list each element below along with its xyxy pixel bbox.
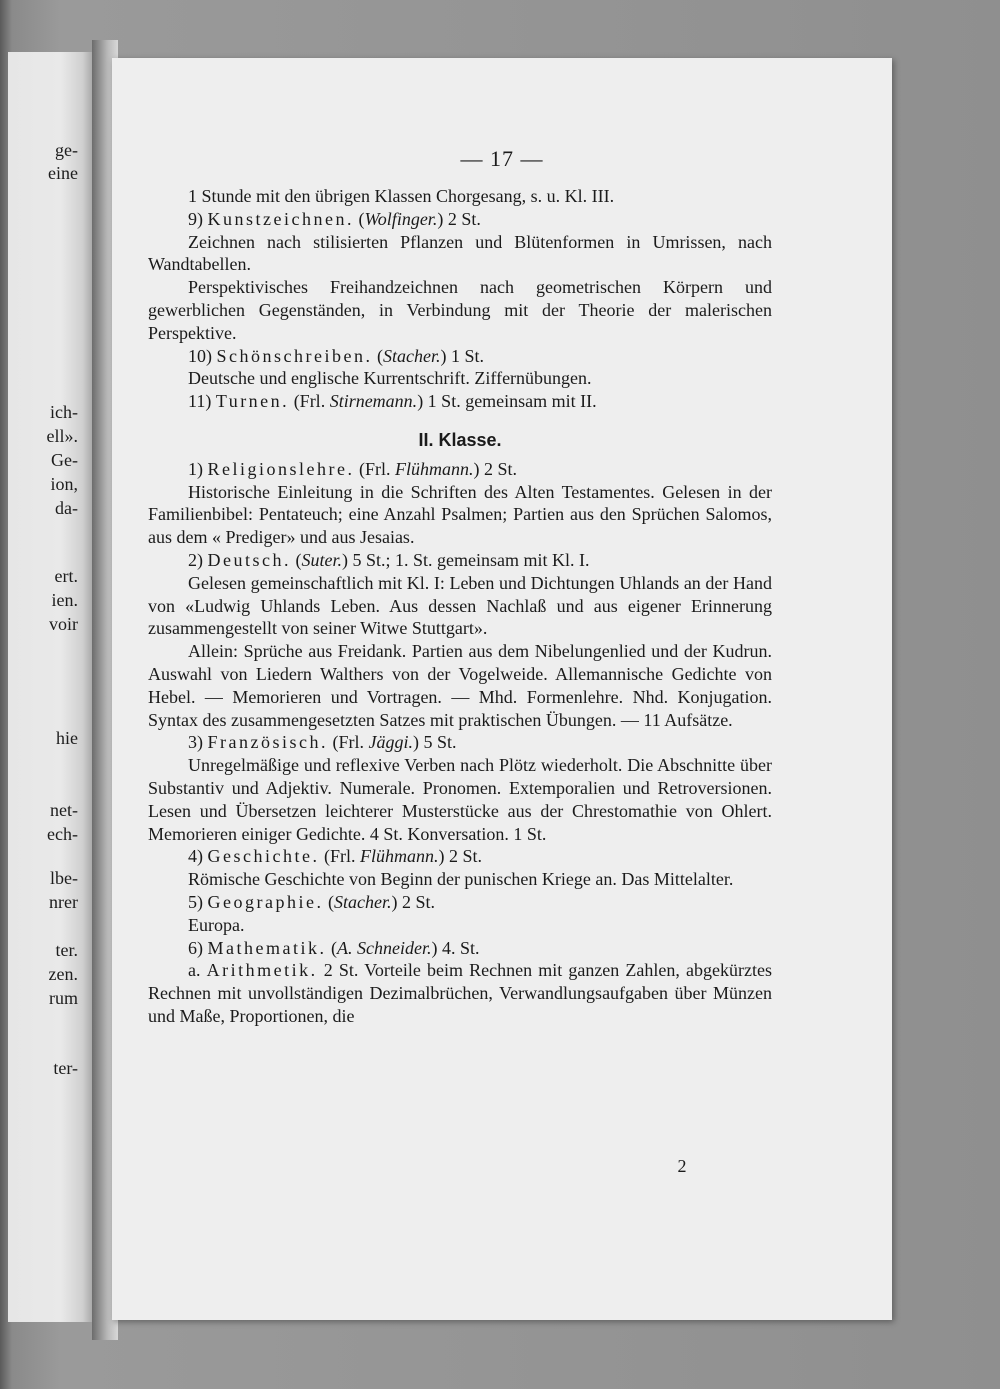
teacher-name: A. Schneider.: [336, 937, 432, 958]
subject-title: Mathematik.: [207, 937, 327, 958]
subject-hours: 4. St.: [437, 937, 480, 958]
subject-line: 10) Schönschreiben. (Stacher.) 1 St.: [188, 345, 484, 366]
teacher-prefix: (Frl.: [354, 458, 395, 479]
subject-line: [148, 731, 772, 754]
subject-number: 4): [188, 846, 208, 867]
paragraph: Unregelmäßige und reflexive Verben nach Plötz wiederholt. Die Abschnitte über Substantiv und Adjektiv. Numerale. Pronomen. Extemporalien und Retroversionen. Lesen und Übersetzen leichterer Musterstücke aus der Chrestomathie von Ohlert. Memorieren einiger Gedichte. 4 St. Konversation. 1 St.: [148, 755, 772, 844]
teacher-prefix: (Frl.: [289, 391, 330, 412]
paragraph: Zeichnen nach stilisierten Pflanzen und Blütenformen in Umrissen, nach Wandtabellen.: [148, 231, 772, 275]
subject-line: 2) Deutsch. (Suter.) 5 St.; 1. St. gemeinsam mit Kl. I.: [188, 549, 590, 570]
section-heading: II. Klasse.: [418, 429, 502, 450]
subject-title: Geographie.: [207, 891, 324, 912]
subject-number: 11): [188, 391, 216, 412]
paragraph: Historische Einleitung in die Schriften des Alten Testamentes. Gelesen in der Familienbibel: Pentateuch; eine Anzahl Psalmen; Partien aus den Sprüchen Salomos, aus dem « Prediger» und aus Jesaias.: [148, 481, 772, 548]
subject-line: [148, 458, 772, 481]
subject-hours: ) 5 St.: [412, 732, 457, 753]
left-page-fragment: Ge-: [51, 450, 78, 470]
teacher-name: Stacher.: [382, 345, 441, 366]
subject-hours: 2 St.: [397, 891, 435, 912]
subject-title: Religionslehre.: [207, 458, 355, 479]
left-page-fragment: ert.: [54, 566, 78, 586]
left-page-fragment: ter-: [53, 1058, 78, 1078]
paragraph: 1 Stunde mit den übrigen Klassen Chorgesang, s. u. Kl. III.: [188, 186, 615, 206]
subject-title: Turnen.: [215, 391, 290, 412]
teacher-name: Suter.: [301, 549, 342, 570]
teacher-prefix: (Frl.: [327, 732, 369, 753]
page-number: — 17 —: [460, 146, 544, 171]
subject-title: Kunstzeichnen.: [207, 208, 354, 229]
paragraph: [148, 959, 772, 1027]
teacher-name: Wolfinger.: [364, 208, 438, 229]
left-page-fragment: net-: [50, 800, 78, 820]
right-page: [112, 58, 892, 1320]
subject-hours: ) 1 St. gemeinsam mit II.: [417, 391, 597, 412]
left-page-edge: [8, 52, 96, 1322]
left-page-fragment: da-: [55, 498, 78, 518]
subject-hours: 5 St.; 1. St. gemeinsam mit Kl. I.: [347, 549, 590, 570]
subject-title: Arithmetik.: [206, 960, 318, 981]
subject-number: 10): [188, 345, 217, 366]
subject-line: 6) Mathematik. (A. Schneider.) 4. St.: [188, 937, 480, 958]
page-body: [148, 185, 772, 1028]
left-page-fragment: hie: [56, 728, 78, 748]
signature-mark: 2: [677, 1156, 687, 1176]
left-page-fragment: voir: [49, 614, 78, 634]
left-page-fragment: ion,: [50, 474, 78, 494]
teacher-prefix: (Frl.: [319, 846, 360, 867]
subject-line: 5) Geographie. (Stacher.) 2 St.: [188, 891, 435, 912]
left-page-fragment: nrer: [49, 892, 78, 912]
subject-title: Deutsch.: [207, 549, 291, 570]
left-page-fragment: rum: [49, 988, 78, 1008]
subject-number: a.: [188, 960, 207, 981]
subject-number: 5): [188, 891, 208, 912]
left-page-fragment: zen.: [48, 964, 78, 984]
paragraph: Allein: Sprüche aus Freidank. Partien aus dem Nibelungenlied und der Kudrun. Auswahl von Liedern Walthers von der Vogelweide. Allemannische Gedichte von Hebel. — Memorieren und Vortragen. — Mhd. Formenlehre. Nhd. Konjugation. Syntax des zusammengesetzten Satzes mit praktischen Übungen. — 11 Aufsätze.: [148, 641, 772, 730]
subject-hours: ) 2 St.: [438, 846, 482, 867]
paragraph-text: 2 St. Vorteile beim Rechnen mit ganzen Zahlen, abgekürztes Rechnen mit unvollständigen Dezimalbrüchen, Verwandlungsaufgaben über Münzen und Maße, Proportionen, die: [148, 960, 772, 1026]
left-page-fragment: ien.: [51, 590, 78, 610]
subject-line: [148, 390, 772, 413]
paragraph: Gelesen gemeinschaftlich mit Kl. I: Leben und Dichtungen Uhlands an der Hand von «Ludwig Uhlands Leben. Aus dessen Nachlaß und aus eigener Erinnerung zusammengestellt von seiner Witwe Stuttgart».: [148, 572, 772, 639]
subject-hours: 1 St.: [446, 345, 484, 366]
subject-line: [148, 845, 772, 868]
subject-hours: ) 2 St.: [473, 458, 517, 479]
left-page-fragment: ge-: [55, 140, 78, 160]
paragraph: Perspektivisches Freihandzeichnen nach geometrischen Körpern und gewerblichen Gegenständen, in Verbindung mit der Theorie der malerischen Perspektive.: [148, 277, 772, 343]
left-page-fragment: eine: [48, 163, 78, 183]
subject-line: 9) Kunstzeichnen. (Wolfinger.) 2 St.: [188, 208, 481, 229]
subject-title: Geschichte.: [207, 846, 320, 867]
teacher-name: Flühmann.: [394, 458, 474, 479]
teacher-name: Flühmann.: [359, 846, 439, 867]
left-page-fragment: ech-: [47, 824, 78, 844]
paragraph: Deutsche und englische Kurrentschrift. Ziffernübungen.: [188, 368, 592, 389]
left-page-fragment: lbe-: [50, 868, 78, 888]
left-page-fragment: ich-: [50, 402, 78, 422]
teacher-name: Stacher.: [333, 891, 392, 912]
subject-number: 9): [188, 208, 208, 229]
subject-number: 1): [188, 458, 208, 479]
teacher-name: Jäggi.: [368, 732, 413, 753]
teacher-name: Stirnemann.: [329, 391, 418, 412]
subject-title: Französisch.: [207, 732, 328, 753]
left-page-fragment: ter.: [55, 940, 78, 960]
subject-number: 6): [188, 937, 208, 958]
subject-number: 3): [188, 732, 208, 753]
paragraph: Römische Geschichte von Beginn der punischen Kriege an. Das Mittelalter.: [188, 869, 734, 890]
subject-number: 2): [188, 549, 208, 570]
subject-title: Schönschreiben.: [216, 345, 373, 366]
left-page-fragment: ell».: [46, 426, 78, 446]
subject-hours: 2 St.: [443, 208, 481, 229]
paragraph: Europa.: [188, 914, 245, 935]
